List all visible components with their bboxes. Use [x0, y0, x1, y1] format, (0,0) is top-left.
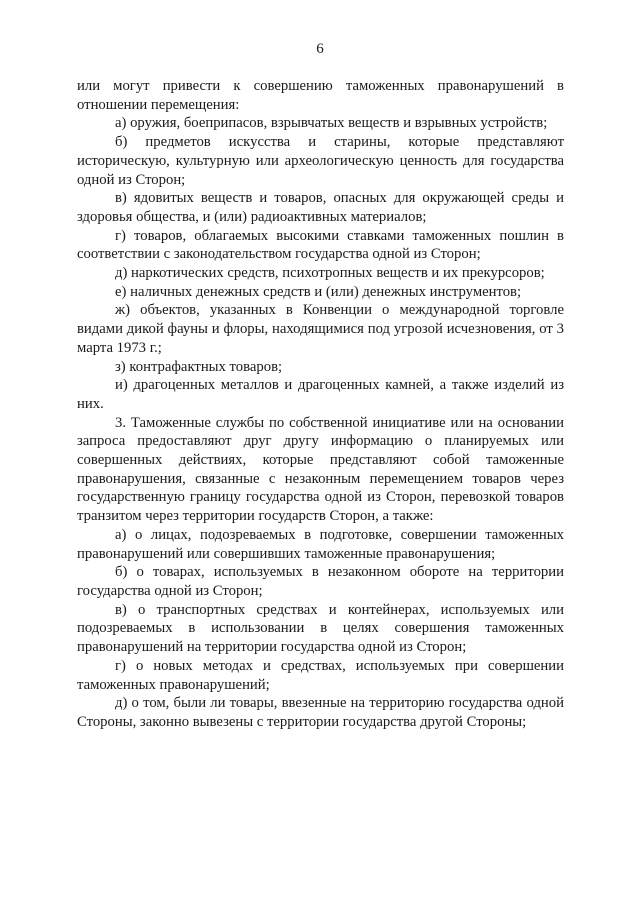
paragraph: а) оружия, боеприпасов, взрывчатых веществ и взрывных устройств; — [115, 115, 548, 132]
paragraph: или могут привести к совершению таможенных правонарушений в отношении перемещения: — [77, 78, 564, 113]
document-body — [77, 77, 564, 732]
paragraph: д) о том, были ли товары, ввезенные на территорию государства одной Стороны, законно вывезены с территории государства другой Стороны; — [77, 695, 564, 730]
paragraph: б) предметов искусства и старины, которые представляют историческую, культурную или археологическую ценность для государства одной из Сторон; — [77, 134, 564, 188]
paragraph: 3. Таможенные службы по собственной инициативе или на основании запроса предоставляют друг другу информацию о планируемых или совершенных действиях, которые представляют собой таможенные правонарушения, связанные с незаконным перемещением товаров через государственную границу государства одной из Сторон, перевозкой товаров транзитом через территории государств Сторон, а также: — [77, 414, 564, 525]
paragraph: а) о лицах, подозреваемых в подготовке, совершении таможенных правонарушений или совершивших таможенные правонарушения; — [77, 526, 564, 562]
paragraph: в) о транспортных средствах и контейнерах, используемых или подозреваемых в использовании в целях совершения таможенных правонарушений на территории государства одной из Сторон; — [77, 601, 564, 656]
page-number: 6 — [316, 41, 324, 57]
paragraph: е) наличных денежных средств и (или) денежных инструментов; — [115, 283, 522, 300]
paragraph: г) о новых методах и средствах, используемых при совершении таможенных правонарушений; — [77, 657, 564, 693]
paragraph: г) товаров, облагаемых высокими ставками таможенных пошлин в соответствии с законодательством государства одной из Сторон; — [77, 227, 564, 263]
paragraph: в) ядовитых веществ и товаров, опасных для окружающей среды и здоровья общества, и (или) радиоактивных материалов; — [77, 190, 564, 225]
paragraph: д) наркотических средств, психотропных веществ и их прекурсоров; — [115, 265, 545, 282]
paragraph: и) драгоценных металлов и драгоценных камней, а также изделий из них. — [77, 377, 564, 412]
paragraph: ж) объектов, указанных в Конвенции о международной торговле видами дикой фауны и флоры, находящимися под угрозой исчезновения, от 3 марта 1973 г.; — [77, 302, 564, 356]
paragraph: б) о товарах, используемых в незаконном обороте на территории государства одной из Сторон; — [77, 564, 564, 599]
paragraph: з) контрафактных товаров; — [115, 358, 283, 375]
